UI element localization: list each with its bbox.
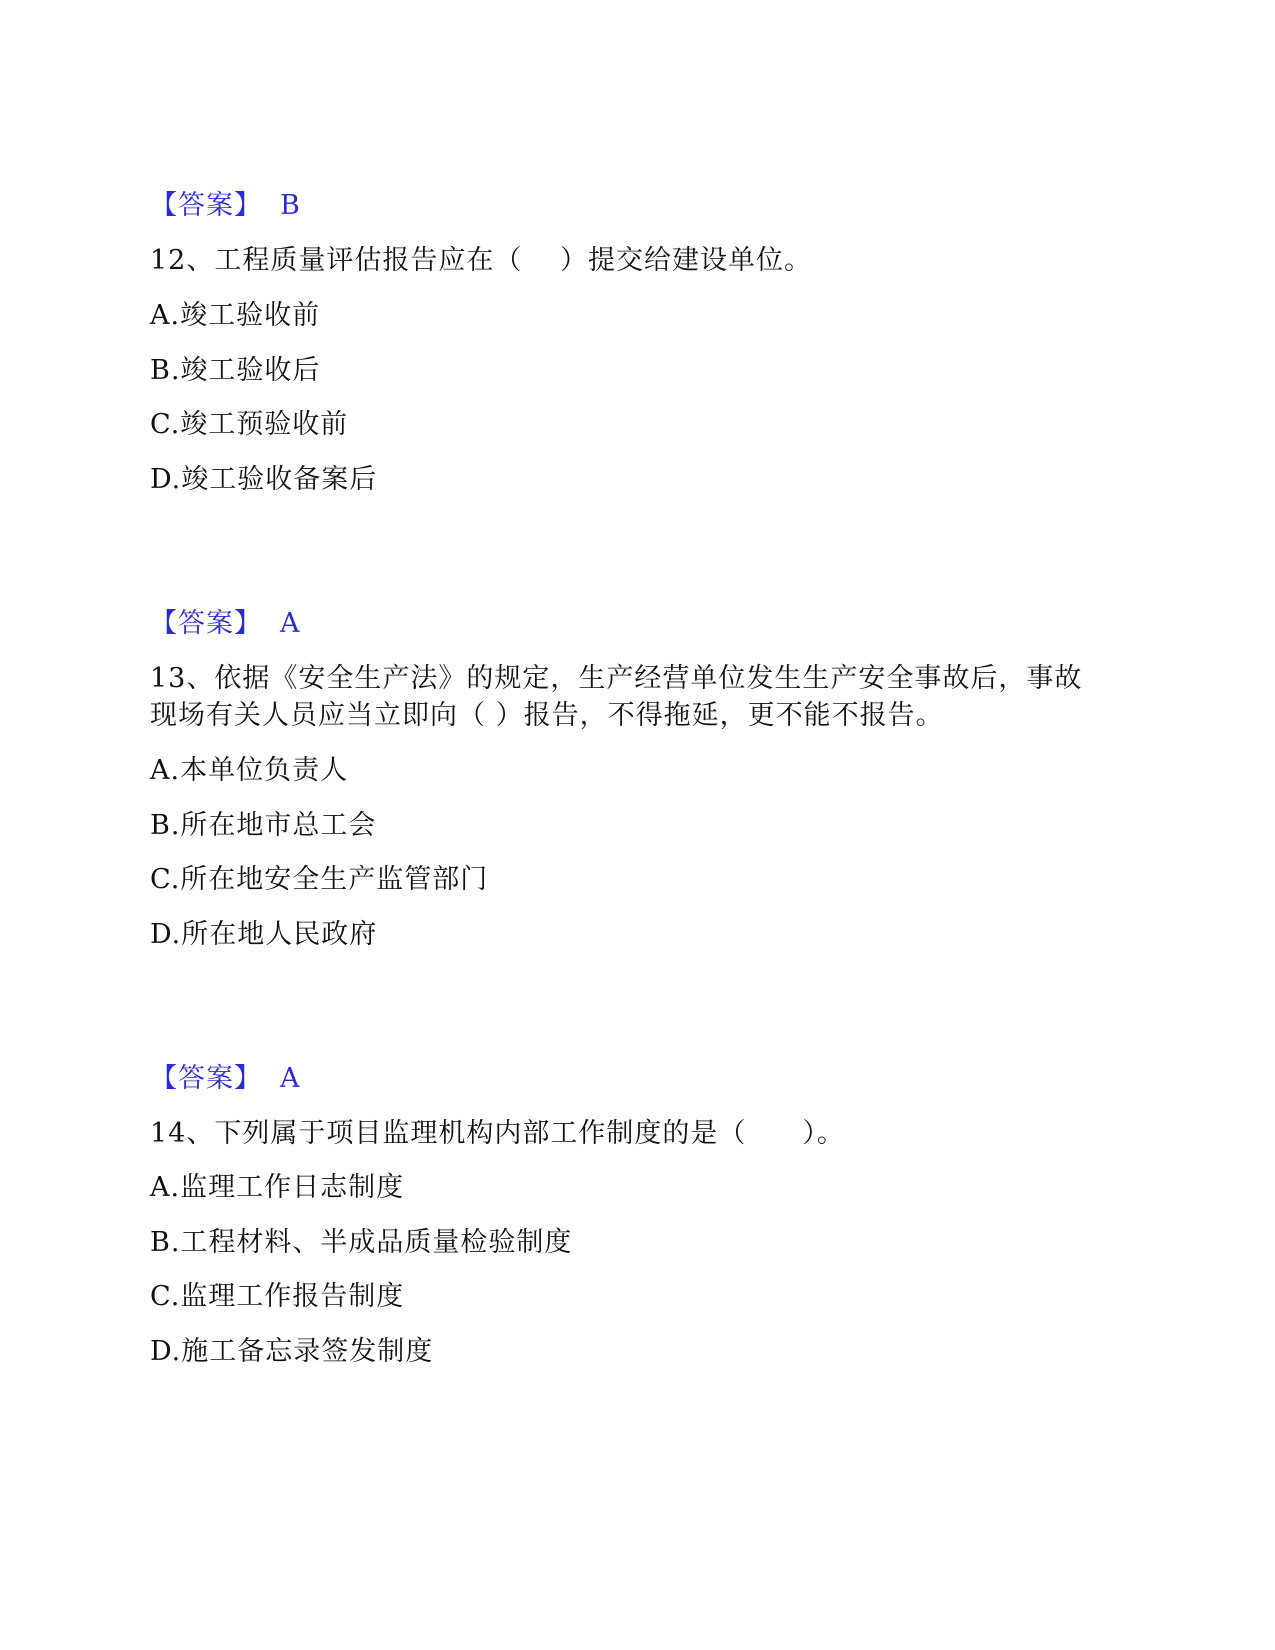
answer-label: 【答案】 [150, 1063, 262, 1094]
question-13-option-d: D.所在地人民政府 [150, 919, 378, 950]
question-12: 12、工程质量评估报告应在（ ）提交给建设单位。 [150, 245, 812, 276]
question-13-option-b: B.所在地市总工会 [150, 810, 377, 841]
question-14-option-a: A.监理工作日志制度 [150, 1172, 405, 1203]
answer-line-13 [150, 1063, 301, 1095]
question-13-line-2: 现场有关人员应当立即向（ ）报告，不得拖延，更不能不报告。 [150, 700, 944, 731]
question-14: 14、下列属于项目监理机构内部工作制度的是（ ）。 [150, 1118, 845, 1149]
question-12-option-d: D.竣工验收备案后 [150, 464, 378, 495]
question-13-option-c: C.所在地安全生产监管部门 [150, 864, 489, 895]
answer-value: B [280, 190, 301, 221]
answer-value: A [280, 608, 301, 639]
question-14-option-d: D.施工备忘录签发制度 [150, 1336, 434, 1367]
answer-label: 【答案】 [150, 190, 262, 221]
question-14-option-c: C.监理工作报告制度 [150, 1281, 405, 1312]
question-14-option-b: B.工程材料、半成品质量检验制度 [150, 1227, 573, 1258]
question-12-option-b: B.竣工验收后 [150, 355, 321, 386]
answer-line-11 [150, 190, 301, 222]
question-13-option-a: A.本单位负责人 [150, 755, 349, 786]
question-12-option-c: C.竣工预验收前 [150, 409, 349, 440]
question-12-option-a: A.竣工验收前 [150, 300, 321, 331]
question-13-line-1: 13、依据《安全生产法》的规定，生产经营单位发生生产安全事故后，事故 [150, 663, 1083, 694]
answer-value: A [280, 1063, 301, 1094]
answer-line-12 [150, 608, 301, 640]
answer-label: 【答案】 [150, 608, 262, 639]
